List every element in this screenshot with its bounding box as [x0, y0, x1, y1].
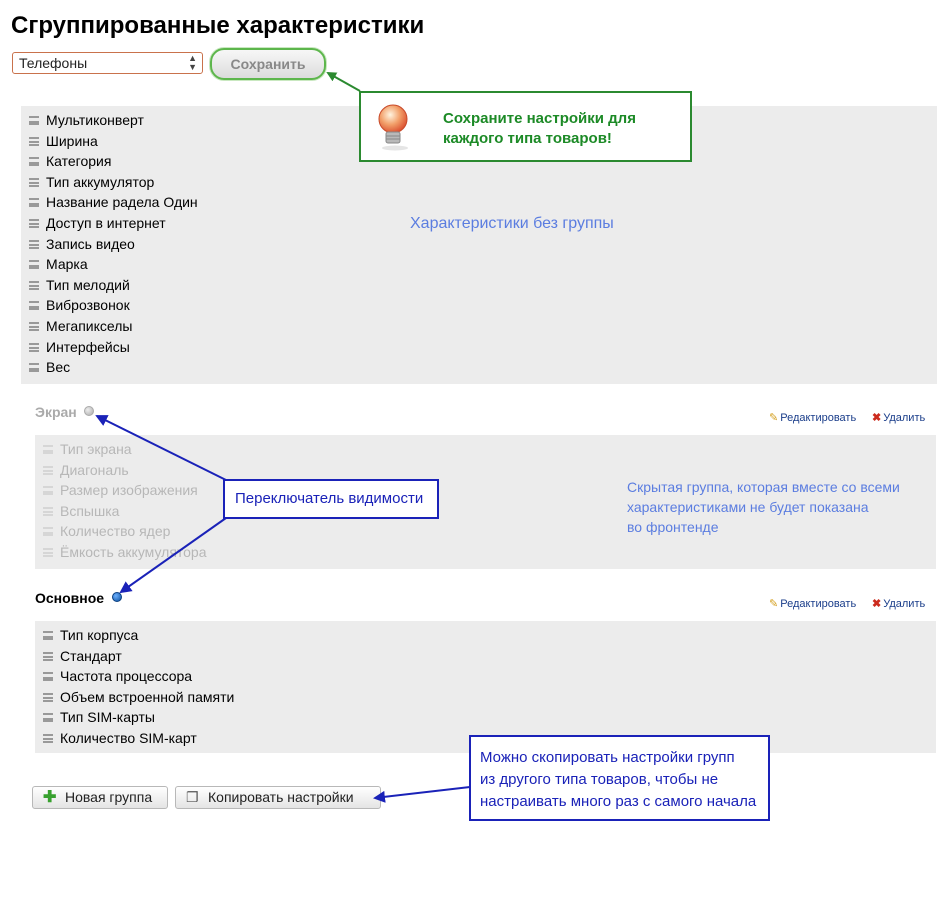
property-label: Мультиконверт	[46, 112, 144, 128]
property-label: Тип аккумулятор	[46, 173, 155, 190]
copy-tip-line: из другого типа товаров, чтобы не	[480, 771, 719, 788]
edit-label: Редактировать	[780, 598, 857, 610]
property-label: Тип SIM-карты	[60, 709, 155, 726]
property-label: Количество ядер	[60, 523, 171, 540]
copy-tip-line: настраивать много раз с самого начала	[480, 793, 757, 810]
property-label: Частота процессора	[60, 668, 193, 685]
property-label: Стандарт	[60, 647, 122, 664]
delete-x-icon: ✖	[872, 412, 882, 424]
property-label: Ширина	[46, 132, 98, 149]
group-title-main: Основное	[35, 590, 105, 606]
property-label: Доступ в интернет	[46, 214, 166, 231]
arrow-to-copy-button	[375, 787, 470, 798]
property-label: Тип мелодий	[46, 276, 130, 293]
property-label: Вспышка	[60, 502, 120, 519]
edit-label: Редактировать	[780, 412, 857, 424]
save-tip-line: Сохраните настройки для	[443, 110, 636, 127]
property-label: Вес	[46, 359, 71, 376]
save-button[interactable]: Сохранить	[210, 48, 326, 80]
arrow-to-screen-toggle	[97, 416, 226, 480]
copy-settings-label: Копировать настройки	[208, 789, 354, 805]
delete-label: Удалить	[883, 598, 926, 610]
property-label: Мегапикселы	[46, 317, 133, 334]
save-tip-line: каждого типа товаров!	[443, 130, 612, 147]
annotation-line: Скрытая группа, которая вместе со всеми	[627, 479, 900, 495]
product-type-value: Телефоны	[19, 55, 88, 71]
pencil-icon: ✎	[769, 412, 779, 424]
annotation-line: во фронтенде	[627, 519, 719, 535]
page-title: Сгруппированные характеристики	[11, 12, 425, 39]
property-label: Объем встроенной памяти	[60, 688, 235, 705]
property-label: Тип корпуса	[60, 627, 139, 643]
property-label: Размер изображения	[60, 482, 198, 499]
delete-x-icon: ✖	[872, 598, 882, 610]
property-label: Виброзвонок	[46, 297, 130, 314]
arrow-to-save-button	[328, 73, 360, 91]
property-label: Тип экрана	[60, 441, 132, 457]
property-label: Марка	[46, 256, 88, 273]
delete-label: Удалить	[883, 412, 926, 424]
arrow-to-main-toggle	[121, 518, 226, 592]
property-label: Запись видео	[46, 235, 135, 252]
property-label: Ёмкость аккумулятора	[60, 543, 207, 560]
property-label: Количество SIM-карт	[60, 729, 197, 746]
select-arrows-icon: ▲ ▼	[188, 53, 197, 72]
new-group-label: Новая группа	[65, 789, 153, 805]
pencil-icon: ✎	[769, 598, 779, 610]
property-label: Диагональ	[60, 461, 129, 478]
plus-icon: ✚	[43, 789, 57, 806]
ungrouped-annotation: Характеристики без группы	[410, 215, 614, 232]
annotation-line: характеристиками не будет показана	[627, 499, 869, 515]
copy-tip-line: Можно скопировать настройки групп	[480, 749, 735, 766]
property-label: Название радела Один	[46, 194, 198, 211]
property-label: Категория	[46, 153, 112, 170]
visibility-toggle-tip-text: Переключатель видимости	[235, 490, 424, 507]
group-title-screen: Экран	[35, 404, 77, 420]
property-label: Интерфейсы	[46, 338, 130, 355]
copy-icon: ❐	[186, 789, 199, 805]
